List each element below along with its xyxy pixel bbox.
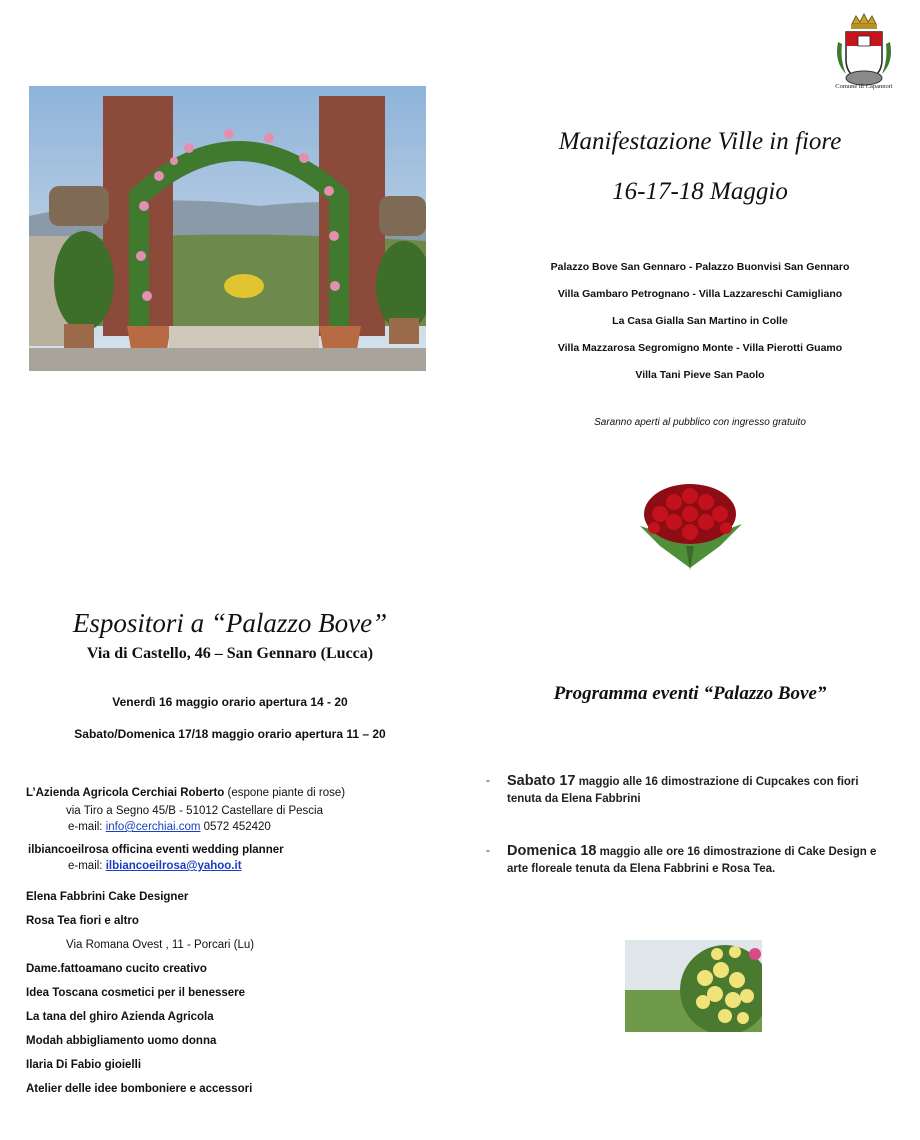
exhibitor-name: Rosa Tea fiori e altro xyxy=(26,915,139,927)
program-day: Domenica 18 xyxy=(507,843,597,859)
exhibitor-name: Idea Toscana cosmetici per il benessere xyxy=(26,987,246,999)
list-dash: - xyxy=(486,845,490,857)
venue-line: Villa Mazzarosa Segromigno Monte - Villa Pierotti Guamo xyxy=(557,342,843,354)
event-dates: 16-17-18 Maggio xyxy=(612,178,788,205)
email-link[interactable]: ilbiancoeilrosa@yahoo.it xyxy=(105,860,242,872)
program-day: Sabato 17 xyxy=(507,773,576,789)
exhibitor-contact xyxy=(68,860,242,872)
exhibitor-address: Via Romana Ovest , 11 - Porcari (Lu) xyxy=(66,939,255,951)
email-label: e-mail: xyxy=(68,821,106,833)
hours-weekend: Sabato/Domenica 17/18 maggio orario apertura 11 – 20 xyxy=(74,727,386,741)
list-dash: - xyxy=(486,775,490,787)
exhibitor-name: La tana del ghiro Azienda Agricola xyxy=(26,1011,214,1023)
program-item xyxy=(486,843,886,878)
exhibitor-name: Dame.fattoamano cucito creativo xyxy=(26,963,207,975)
exhibitor-name: Atelier delle idee bomboniere e accessori xyxy=(26,1083,253,1095)
free-entry-note: Saranno aperti al pubblico con ingresso gratuito xyxy=(594,417,806,428)
email-label: e-mail: xyxy=(68,860,106,872)
exhibitors-title: Espositori a “Palazzo Bove” xyxy=(72,608,388,638)
exhibitor-name: Ilaria Di Fabio gioielli xyxy=(26,1059,142,1071)
garden-arch-photo xyxy=(29,86,426,371)
venue-line: Palazzo Bove San Gennaro - Palazzo Buonvisi San Gennaro xyxy=(550,261,850,273)
program-item xyxy=(486,773,886,808)
coat-of-arms-icon xyxy=(832,12,896,94)
exhibitor-name: ilbiancoeilrosa officina eventi wedding planner xyxy=(28,844,284,856)
phone-number: 0572 452420 xyxy=(200,821,271,833)
exhibitor-name: Elena Fabbrini Cake Designer xyxy=(26,891,189,903)
email-link[interactable]: info@cerchiai.com xyxy=(105,821,201,833)
exhibitor-note: (espone piante di rose) xyxy=(224,787,346,799)
program-text: maggio alle ore 16 dimostrazione di Cake Design e arte floreale tenuta da Elena Fabbrini e Rosa Tea. xyxy=(507,846,877,875)
palazzo-address: Via di Castello, 46 – San Gennaro (Lucca) xyxy=(86,645,374,662)
red-rose-bouquet-image xyxy=(630,476,750,572)
exhibitor-name: L’Azienda Agricola Cerchiai Roberto xyxy=(26,787,225,799)
program-title: Programma eventi “Palazzo Bove” xyxy=(553,683,827,704)
hours-friday: Venerdì 16 maggio orario apertura 14 - 20 xyxy=(112,695,348,709)
exhibitor-contact xyxy=(68,821,271,833)
program-text: maggio alle 16 dimostrazione di Cupcakes con fiori tenuta da Elena Fabbrini xyxy=(507,776,859,805)
venue-line: Villa Gambaro Petrognano - Villa Lazzareschi Camigliano xyxy=(557,288,843,300)
yellow-roses-image xyxy=(625,940,762,1032)
exhibitor-cerchiai xyxy=(26,787,345,799)
exhibitor-name: Modah abbigliamento uomo donna xyxy=(26,1035,217,1047)
venue-line: Villa Tani Pieve San Paolo xyxy=(635,369,765,381)
venue-line: La Casa Gialla San Martino in Colle xyxy=(612,315,788,327)
crest-caption: Comune di Capannori xyxy=(835,83,893,90)
exhibitor-address: via Tiro a Segno 45/B - 51012 Castellare di Pescia xyxy=(66,805,323,817)
event-title: Manifestazione Ville in fiore xyxy=(558,128,842,155)
